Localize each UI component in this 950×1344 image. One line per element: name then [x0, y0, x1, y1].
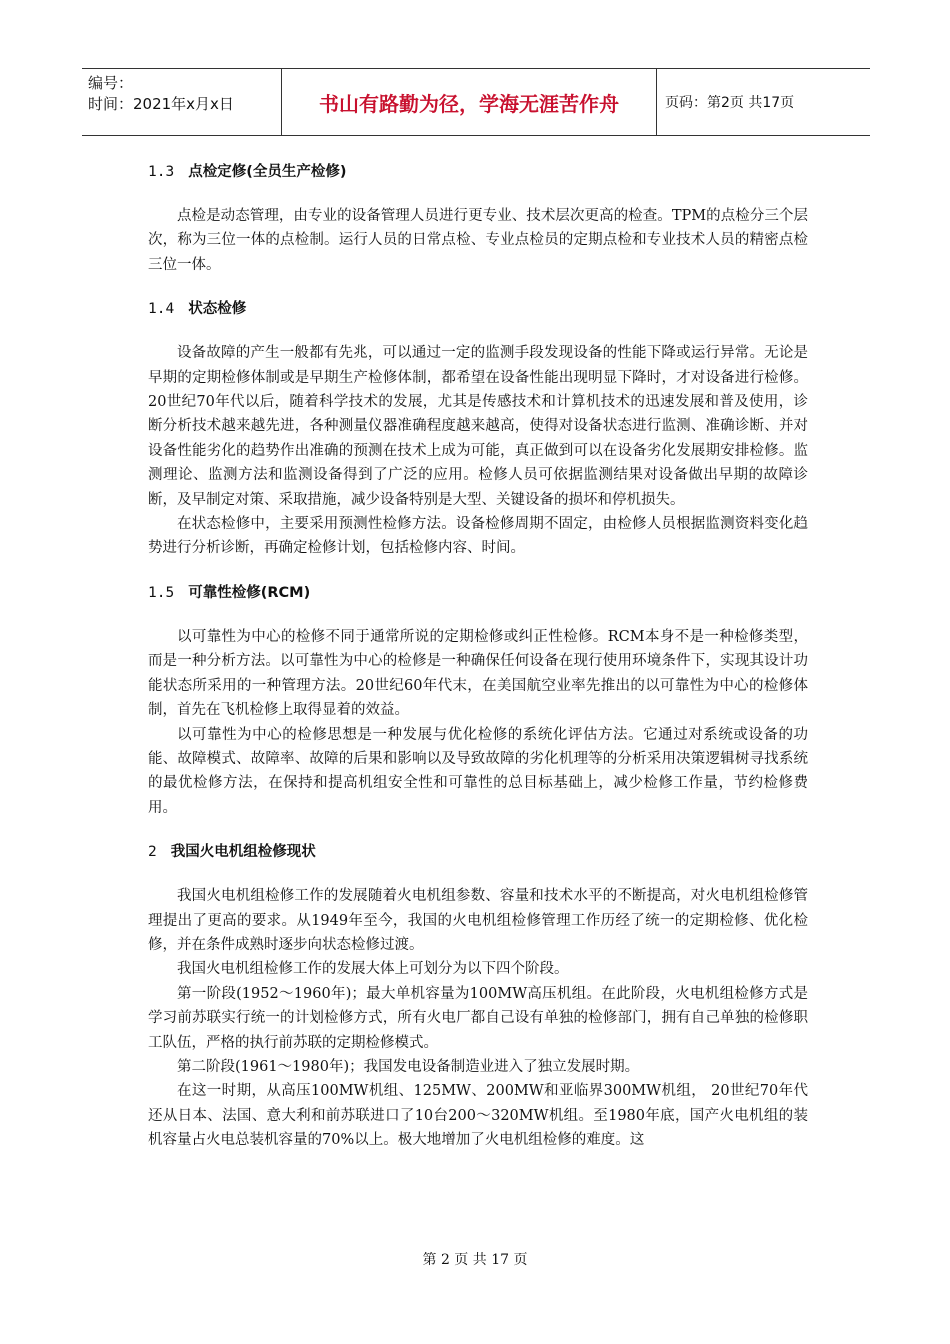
document-body	[148, 160, 808, 1153]
paragraph: 在这一时期，从高压100MW机组、125MW、200MW和亚临界300MW机组， 20世纪70年代还从日本、法国、意大利和前苏联进口了10台200～320MW机组。至1980年底，国产火电机组的装机容量占火电总装机容量的70%以上。极大地增加了火电机组检修的难度。这	[148, 1083, 808, 1149]
paragraph: 第二阶段(1961～1980年)；我国发电设备制造业进入了独立发展时期。	[177, 1058, 640, 1075]
paragraph: 第一阶段(1952～1960年)；最大单机容量为100MW高压机组。在此阶段，火电机组检修方式是学习前苏联实行统一的计划检修方式，所有火电厂都自己设有单独的检修部门，拥有自己单独的检修职工队伍，严格的执行前苏联的定期检修模式。	[148, 985, 808, 1051]
paragraph: 我国火电机组检修工作的发展大体上可划分为以下四个阶段。	[177, 961, 569, 978]
section-heading: 1.5 可靠性检修(RCM)	[148, 584, 311, 601]
header-page-info: 页码：第2页 共17页	[665, 95, 795, 111]
page-footer: 第 2 页 共 17 页	[422, 1252, 528, 1268]
section-heading: 2 我国火电机组检修现状	[148, 844, 316, 861]
document-date: 时间：2021年x月x日	[88, 95, 234, 113]
paragraph: 在状态检修中，主要采用预测性检修方法。设备检修周期不固定，由检修人员根据监测资料变化趋势进行分析诊断，再确定检修计划，包括检修内容、时间。	[148, 516, 808, 557]
paragraph: 点检是动态管理，由专业的设备管理人员进行更专业、技术层次更高的检查。TPM的点检分三个层次，称为三位一体的点检制。运行人员的日常点检、专业点检员的定期点检和专业技术人员的精密点检三位一体。	[148, 208, 808, 273]
paragraph: 设备故障的产生一般都有先兆，可以通过一定的监测手段发现设备的性能下降或运行异常。无论是早期的定期检修体制或是早期生产检修体制，都希望在设备性能出现明显下降时，才对设备进行检修。20世纪70年代以后，随着科学技术的发展，尤其是传感技术和计算机技术的迅速发展和普及使用，诊断分析技术越来越先进，各种测量仪器准确程度越来越高，使得对设备状态进行监测、准确诊断、并对设备性能劣化的趋势作出准确的预测在技术上成为可能，真正做到可以在设备劣化发展期安排检修。监测理论、监测方法和监测设备得到了广泛的应用。检修人员可依据监测结果对设备做出早期的故障诊断，及早制定对策、采取措施，减少设备特别是大型、关键设备的损坏和停机损失。	[148, 345, 808, 508]
paragraph: 以可靠性为中心的检修不同于通常所说的定期检修或纠正性检修。RCM本身不是一种检修类型，而是一种分析方法。以可靠性为中心的检修是一种确保任何设备在现行使用环境条件下，实现其设计功能状态所采用的一种管理方法。20世纪60年代末，在美国航空业率先推出的以可靠性为中心的检修体制，首先在飞机检修上取得显着的效益。	[148, 628, 808, 719]
section-heading: 1.4 状态检修	[148, 301, 247, 318]
header-meta	[82, 69, 282, 135]
section-heading: 1.3 点检定修(全员生产检修)	[148, 164, 347, 180]
page-header	[82, 68, 870, 136]
paragraph: 我国火电机组检修工作的发展随着火电机组参数、容量和技术水平的不断提高，对火电机组检修管理提出了更高的要求。从1949年至今，我国的火电机组检修管理工作历经了统一的定期检修、优化检修，并在条件成熟时逐步向状态检修过渡。	[148, 888, 808, 953]
document-number-label: 编号：	[88, 74, 134, 92]
paragraph: 以可靠性为中心的检修思想是一种发展与优化检修的系统化评估方法。它通过对系统或设备的功能、故障模式、故障率、故障的后果和影响以及导致故障的劣化机理等的分析采用决策逻辑树寻找系统的最优检修方法，在保持和提高机组安全性和可靠性的总目标基础上，减少检修工作量，节约检修费用。	[148, 726, 808, 816]
header-motto: 书山有路勤为径，学海无涯苦作舟	[282, 69, 657, 135]
